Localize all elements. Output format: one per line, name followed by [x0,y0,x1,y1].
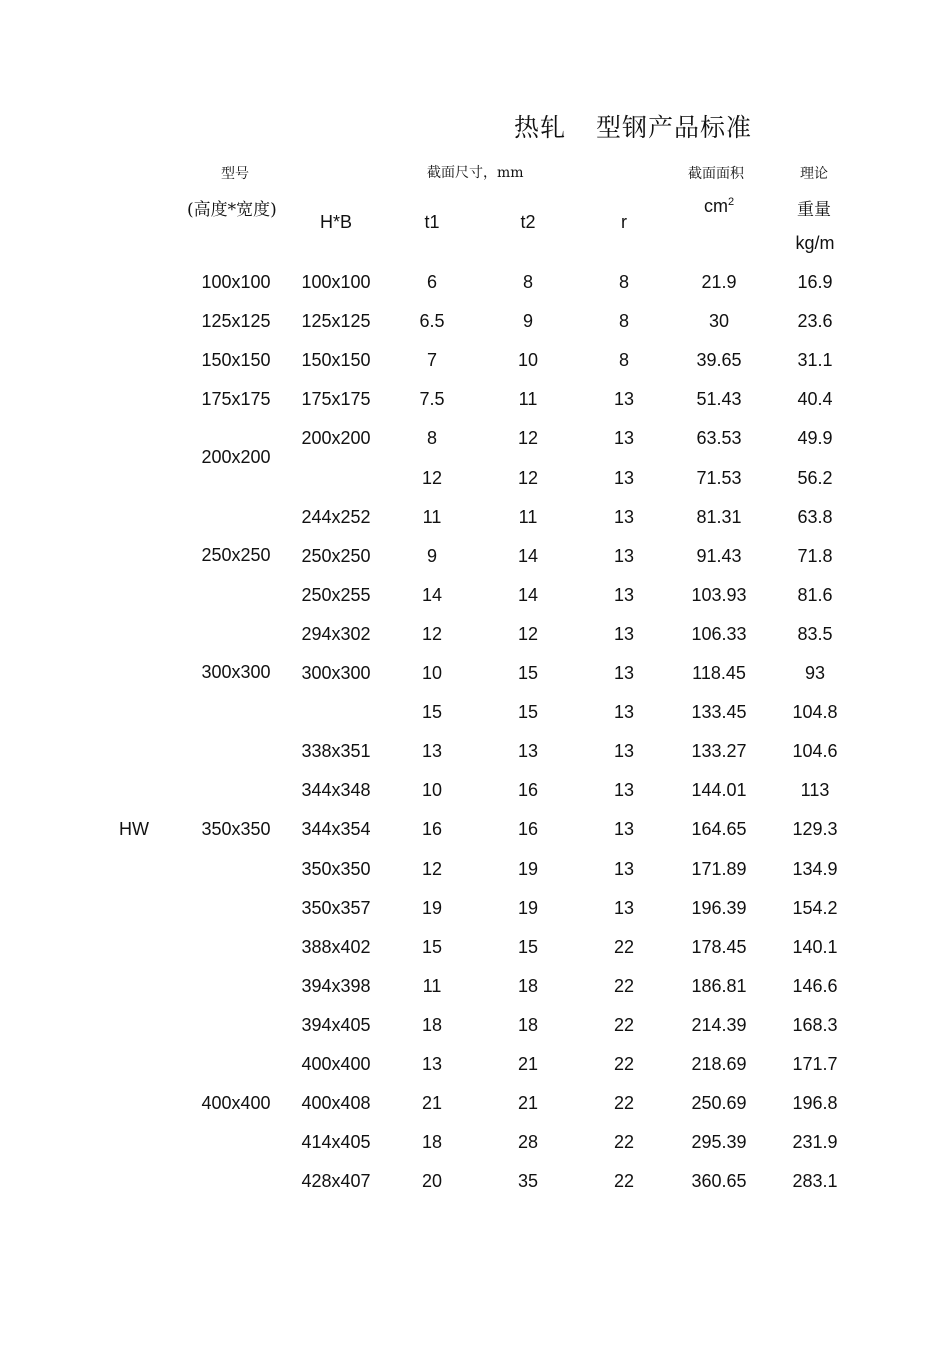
row-t1-cell: 6.5 [419,311,445,331]
row-weight-cell: 113 [800,780,830,800]
row-weight-cell: 83.5 [797,624,833,644]
row-area-cell: 71.53 [696,468,742,488]
row-r-cell: 13 [613,780,635,800]
row-weight-cell: 63.8 [797,507,833,527]
row-r-cell: 22 [613,1054,635,1074]
row-t2-cell: 21 [517,1093,539,1113]
row-t1-cell: 8 [426,428,437,448]
row-area-cell: 144.01 [691,780,747,800]
row-weight-cell: 171.7 [792,1054,838,1074]
row-t1-cell: 6 [426,272,437,292]
group-label: 300x300 [201,662,271,682]
row-weight-cell: 154.2 [792,898,838,918]
row-t1-cell: 21 [421,1093,443,1113]
row-r-cell: 22 [613,1015,635,1035]
row-area-cell: 118.45 [692,663,746,683]
header-model: 型号 [221,166,249,182]
row-weight-cell: 134.9 [792,859,838,879]
area-unit-base: cm [703,196,728,216]
title-part-2: 型钢产品标准 [596,113,753,142]
row-r-cell: 13 [613,389,635,409]
row-hb-cell: 150x150 [301,350,371,370]
row-t2-cell: 9 [522,311,533,331]
row-t2-cell: 13 [517,741,539,761]
row-t2-cell: 18 [517,976,539,996]
row-weight-cell: 81.6 [797,585,833,605]
row-hb-cell: 400x408 [301,1093,371,1113]
row-hb-cell: 350x357 [301,898,371,918]
row-r-cell: 13 [613,546,635,566]
row-t1-cell: 18 [421,1132,443,1152]
header-area-unit [674,196,764,217]
row-t1-cell: 12 [421,859,443,879]
title-part-1: 热轧 [514,113,567,142]
header-area: 截面面积 [688,166,744,182]
row-t1-cell: 9 [426,546,437,566]
row-area-cell: 103.93 [691,585,747,605]
row-t1-cell: 14 [421,585,443,605]
row-weight-cell: 40.4 [797,389,833,409]
row-weight-cell: 140.1 [792,937,838,957]
row-area-cell: 171.89 [691,859,747,879]
row-t1-cell: 15 [421,702,443,722]
group-label: 250x250 [201,545,271,565]
row-area-cell: 21.9 [701,272,737,292]
row-hb-cell: 175x175 [301,389,371,409]
row-hb-cell: 244x252 [301,507,371,527]
row-r-cell: 22 [613,976,635,996]
row-t2-cell: 12 [517,468,539,488]
header-dimension: 截面尺寸，mm [427,165,524,181]
row-t2-cell: 19 [517,859,539,879]
row-area-cell: 63.53 [696,428,742,448]
header-r: r [621,212,627,232]
row-t2-cell: 28 [517,1132,539,1152]
row-area-cell: 51.43 [696,389,742,409]
row-hb-cell: 250x255 [301,585,371,605]
group-label: 350x350 [201,819,271,839]
row-weight-cell: 31.1 [797,350,833,370]
row-hb-cell: 300x300 [301,663,371,683]
row-area-cell: 214.39 [691,1015,747,1035]
group-label: 400x400 [201,1093,271,1113]
row-hb-cell: 338x351 [301,741,371,761]
row-area-cell: 164.65 [691,819,747,839]
row-weight-cell: 16.9 [797,272,833,292]
page-title [514,108,752,144]
row-t2-cell: 14 [517,546,539,566]
row-area-cell: 30 [708,311,730,331]
group-label: 150x150 [201,350,271,370]
row-hb-cell: 428x407 [301,1171,371,1191]
row-hb-cell: 250x250 [301,546,371,566]
group-label: 125x125 [201,311,271,331]
row-weight-cell: 129.3 [792,819,838,839]
row-r-cell: 22 [613,1132,635,1152]
row-hb-cell: 294x302 [301,624,371,644]
row-t2-cell: 12 [517,428,539,448]
row-hb-cell: 388x402 [301,937,371,957]
row-area-cell: 360.65 [691,1171,747,1191]
row-area-cell: 91.43 [696,546,742,566]
row-t2-cell: 15 [517,663,539,683]
row-t2-cell: 8 [522,272,533,292]
group-label: 175x175 [201,389,271,409]
row-t1-cell: 13 [421,1054,443,1074]
header-hb: H*B [319,212,352,232]
row-r-cell: 13 [613,507,635,527]
row-t2-cell: 16 [517,780,539,800]
row-r-cell: 13 [613,898,635,918]
row-area-cell: 196.39 [691,898,747,918]
group-label: 200x200 [201,447,271,467]
row-r-cell: 22 [613,1171,635,1191]
row-r-cell: 13 [613,585,635,605]
row-weight-cell: 283.1 [792,1171,838,1191]
header-t1: t1 [424,212,440,232]
row-r-cell: 8 [618,350,629,370]
row-t2-cell: 15 [517,937,539,957]
row-area-cell: 186.81 [691,976,747,996]
row-area-cell: 218.69 [691,1054,747,1074]
area-unit-exp: 2 [727,196,735,208]
row-hb-cell: 125x125 [301,311,371,331]
row-area-cell: 295.39 [691,1132,747,1152]
row-r-cell: 13 [613,819,635,839]
row-r-cell: 13 [613,663,635,683]
row-t1-cell: 11 [422,976,442,996]
row-hb-cell: 200x200 [301,428,371,448]
header-weight-2: 重量 [797,200,831,220]
row-area-cell: 178.45 [691,937,747,957]
row-area-cell: 250.69 [691,1093,747,1113]
row-r-cell: 8 [618,272,629,292]
row-r-cell: 13 [613,741,635,761]
row-t1-cell: 19 [421,898,443,918]
row-t2-cell: 10 [517,350,539,370]
row-t1-cell: 18 [421,1015,443,1035]
row-r-cell: 22 [613,937,635,957]
header-weight-1: 理论 [800,166,828,182]
row-t1-cell: 12 [421,624,443,644]
row-r-cell: 8 [618,311,629,331]
row-hb-cell: 344x354 [301,819,371,839]
row-weight-cell: 231.9 [792,1132,838,1152]
group-label: 100x100 [201,272,271,292]
row-weight-cell: 196.8 [792,1093,838,1113]
row-area-cell: 106.33 [691,624,747,644]
row-t2-cell: 11 [518,389,538,409]
row-weight-cell: 168.3 [792,1015,838,1035]
row-t1-cell: 15 [421,937,443,957]
row-t2-cell: 14 [517,585,539,605]
row-t2-cell: 35 [517,1171,539,1191]
row-t1-cell: 7 [426,350,437,370]
row-t2-cell: 19 [517,898,539,918]
header-weight-unit: kg/m [795,233,835,253]
row-weight-cell: 104.8 [792,702,838,722]
row-weight-cell: 23.6 [797,311,833,331]
header-t2: t2 [520,212,536,232]
row-weight-cell: 71.8 [797,546,833,566]
row-t2-cell: 11 [518,507,538,527]
header-model-sub: (高度*宽度) [187,200,277,220]
row-r-cell: 22 [613,1093,635,1113]
row-t2-cell: 12 [517,624,539,644]
row-area-cell: 133.27 [691,741,747,761]
row-hb-cell: 394x398 [301,976,371,996]
row-hb-cell: 100x100 [301,272,371,292]
row-t1-cell: 12 [421,468,443,488]
row-t2-cell: 15 [517,702,539,722]
row-hb-cell: 394x405 [301,1015,371,1035]
row-area-cell: 81.31 [696,507,742,527]
row-hb-cell: 414x405 [301,1132,371,1152]
row-t1-cell: 7.5 [419,389,445,409]
series-label: HW [119,819,149,839]
row-r-cell: 13 [613,428,635,448]
row-weight-cell: 93 [804,663,826,683]
row-area-cell: 133.45 [691,702,747,722]
row-t1-cell: 10 [421,663,443,683]
row-r-cell: 13 [613,859,635,879]
row-hb-cell: 400x400 [301,1054,371,1074]
row-weight-cell: 104.6 [792,741,838,761]
row-t2-cell: 21 [517,1054,539,1074]
row-weight-cell: 56.2 [797,468,833,488]
row-t1-cell: 10 [421,780,443,800]
row-r-cell: 13 [613,624,635,644]
row-t2-cell: 18 [517,1015,539,1035]
row-r-cell: 13 [613,702,635,722]
row-weight-cell: 146.6 [792,976,838,996]
row-area-cell: 39.65 [696,350,742,370]
row-weight-cell: 49.9 [797,428,833,448]
row-t1-cell: 16 [421,819,443,839]
row-t1-cell: 13 [421,741,443,761]
row-t1-cell: 11 [422,507,442,527]
row-t1-cell: 20 [421,1171,443,1191]
row-hb-cell: 344x348 [301,780,371,800]
row-t2-cell: 16 [517,819,539,839]
row-r-cell: 13 [613,468,635,488]
row-hb-cell: 350x350 [301,859,371,879]
